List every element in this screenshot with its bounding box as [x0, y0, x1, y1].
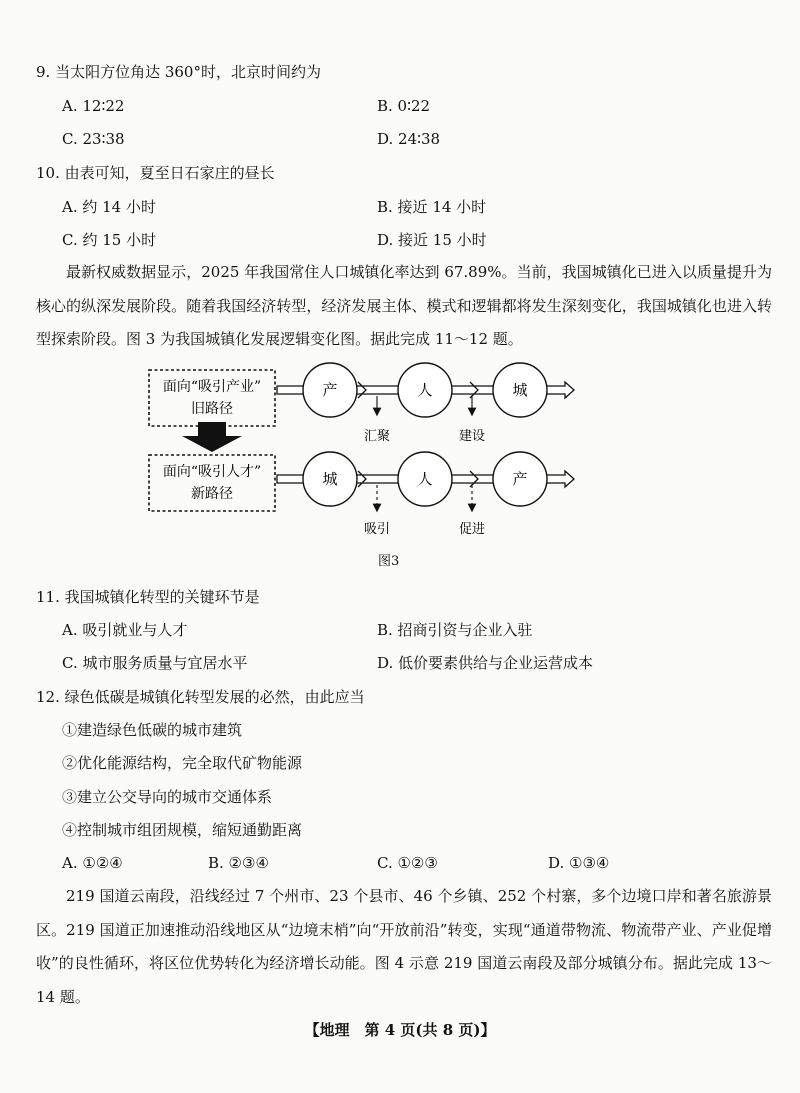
q12-item-3: ③建立公交导向的城市交通体系: [62, 788, 273, 806]
passage-g219: 219 国道云南段，沿线经过 7 个州市、23 个县市、46 个乡镇、252 个村寨，多个边境口岸和著名旅游景区。219 国道正加速推动沿线地区从“边境末梢”向“开放前沿”转变，实现“通道带物流、物流带产业、产业促增收”的良性循环，将区位优势转化为经济增长动能。图 4 示意 219 国道云南段及部分城镇分布。据此完成 13～14 题。: [36, 887, 772, 1006]
q10-stem: 10. 由表可知，夏至日石家庄的昼长: [36, 164, 275, 182]
q10-option-c: C. 约 15 小时: [62, 231, 157, 249]
q10-option-b: B. 接近 14 小时: [377, 198, 487, 216]
new-path-label-2: 新路径: [191, 486, 233, 502]
q10-option-d: D. 接近 15 小时: [377, 231, 487, 249]
q9-stem: 9. 当太阳方位角达 360°时，北京时间约为: [36, 63, 321, 81]
q12-option-c: C. ①②③: [377, 854, 438, 872]
q11-option-c: C. 城市服务质量与宜居水平: [62, 654, 248, 672]
figure-3-diagram: [0, 360, 800, 560]
old-node-1-text: 产: [322, 381, 338, 399]
q12-option-b: B. ②③④: [208, 854, 269, 872]
passage-urbanization: 最新权威数据显示，2025 年我国常住人口城镇化率达到 67.89%。当前，我国城镇化已进入以质量提升为核心的纵深发展阶段。随着我国经济转型，经济发展主体、模式和逻辑都将发生深刻变化，我国城镇化也进入转型探索阶段。图 3 为我国城镇化发展逻辑变化图。据此完成 11～12 题。: [36, 263, 772, 348]
old-path-label-1: 面向“吸引产业”: [162, 379, 262, 395]
old-node-3-text: 城: [512, 381, 528, 399]
q12-option-a: A. ①②④: [62, 854, 123, 872]
q9-option-b: B. 0∶22: [377, 97, 431, 115]
old-path-label-2: 旧路径: [191, 401, 233, 417]
q11-option-b: B. 招商引资与企业入驻: [377, 621, 533, 639]
new-path-label-1: 面向“吸引人才”: [162, 464, 262, 480]
old-label-gather: 汇聚: [363, 429, 391, 444]
q9-option-a: A. 12∶22: [62, 97, 125, 115]
old-label-build: 建设: [458, 429, 486, 444]
q11-option-a: A. 吸引就业与人才: [62, 621, 188, 639]
q10-option-a: A. 约 14 小时: [62, 198, 156, 216]
q12-item-2: ②优化能源结构，完全取代矿物能源: [62, 754, 303, 772]
old-node-2-text: 人: [417, 381, 433, 399]
q12-stem: 12. 绿色低碳是城镇化转型发展的必然，由此应当: [36, 688, 365, 706]
q12-item-4: ④控制城市组团规模，缩短通勤距离: [62, 821, 303, 839]
q12-item-1: ①建造绿色低碳的城市建筑: [62, 721, 243, 739]
new-node-1-text: 城: [322, 470, 338, 488]
new-node-2-text: 人: [417, 470, 433, 488]
q9-option-d: D. 24∶38: [377, 130, 441, 148]
q9-option-c: C. 23∶38: [62, 130, 125, 148]
q12-option-d: D. ①③④: [548, 854, 610, 872]
new-label-promote: 促进: [458, 522, 486, 537]
page-footer: 【地理 第 4 页(共 8 页)】: [304, 1021, 496, 1039]
new-node-3-text: 产: [512, 470, 528, 488]
new-label-attract: 吸引: [363, 522, 391, 537]
figure-3-caption: 图3: [378, 554, 400, 569]
q11-stem: 11. 我国城镇化转型的关键环节是: [36, 588, 260, 606]
q11-option-d: D. 低价要素供给与企业运营成本: [377, 654, 594, 672]
